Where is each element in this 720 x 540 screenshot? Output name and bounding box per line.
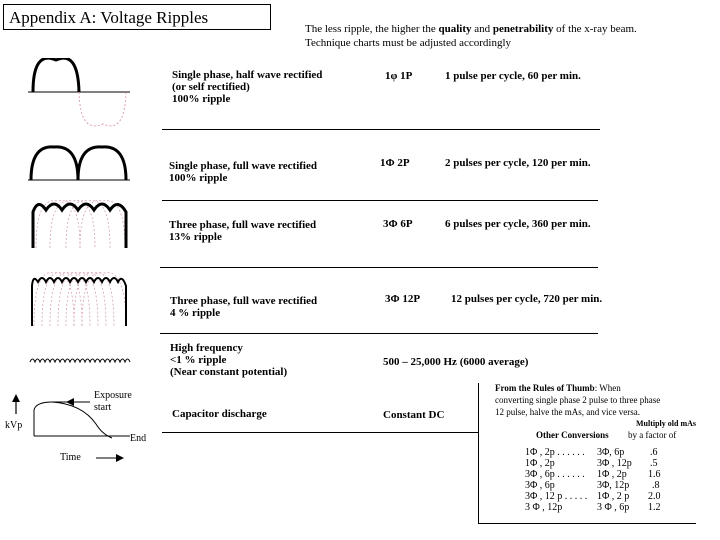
conversion-factor: .5 (650, 458, 658, 469)
three-phase-12p-diagram (28, 268, 133, 328)
row-5-desc (170, 342, 287, 378)
row-2-divider (162, 200, 598, 201)
row-6-desc-line-1: Capacitor discharge (172, 408, 267, 420)
conversion-from: 1Φ , 2p . . . . . . (525, 447, 585, 458)
row-3-desc (169, 219, 316, 243)
kvp-axis-label: kVp (5, 420, 23, 431)
conversion-factor: 1.2 (648, 502, 661, 513)
full-wave-diagram (28, 145, 133, 185)
rule-of-thumb (495, 382, 660, 418)
conversion-to: 1Φ , 2 p (597, 491, 630, 502)
high-frequency-diagram (28, 354, 133, 366)
intro-part-3: of the x-ray beam. (553, 23, 637, 35)
start-label: start (94, 402, 112, 413)
three-phase-6p-diagram (28, 196, 133, 251)
exposure-label: Exposure (94, 390, 132, 401)
conversion-to: 3 Φ , 6p (597, 502, 630, 513)
row-6-code: Constant DC (383, 409, 445, 421)
row-1-pulses: 1 pulse per cycle, 60 per min. (445, 70, 581, 82)
conversion-to: 1Φ , 2p (597, 469, 627, 480)
row-4-code: 3Φ 12P (385, 293, 421, 305)
rule-of-thumb-line-3: 12 pulse, halve the mAs, and vice versa. (495, 407, 640, 417)
end-label: End (130, 433, 147, 444)
row-1-desc-line-1: Single phase, half wave rectified (172, 69, 323, 81)
conversion-factor: .6 (650, 447, 658, 458)
row-6-desc (172, 408, 267, 420)
row-5-desc-line-2: <1 % ripple (170, 354, 227, 366)
other-conversions-heading: Other Conversions (536, 430, 609, 440)
rule-of-thumb-colon: : When (594, 383, 621, 393)
row-5-code: 500 – 25,000 Hz (6000 average) (383, 356, 529, 368)
conversion-box-left-border (478, 383, 479, 523)
conversion-from: 3Φ , 6p . . . . . . (525, 469, 585, 480)
intro-bold-penetrability: penetrability (492, 23, 554, 35)
row-1-code: 1φ 1P (385, 70, 413, 82)
row-2-desc (169, 160, 317, 184)
conversion-from: 1Φ , 2p (525, 458, 555, 469)
row-4-desc-line-2: 4 % ripple (170, 307, 221, 319)
row-2-desc-line-1: Single phase, full wave rectified (169, 160, 317, 172)
row-2-desc-line-2: 100% ripple (169, 172, 228, 184)
row-4-desc (170, 295, 317, 319)
exposure-start-label (94, 390, 132, 414)
multiply-label-1: Multiply old mAs (636, 419, 697, 428)
intro-part-1: The less ripple, the higher the (305, 23, 439, 35)
conversion-to: 3Φ, 12p (597, 480, 630, 491)
row-4-desc-line-1: Three phase, full wave rectified (170, 295, 318, 307)
rule-of-thumb-line-2: converting single phase 2 pulse to three phase (495, 395, 661, 405)
conversion-to: 3Φ, 6p (597, 447, 625, 458)
row-5-desc-line-3: (Near constant potential) (170, 366, 288, 378)
intro-text (305, 22, 705, 50)
conversion-from: 3Φ , 12 p . . . . . (525, 491, 588, 502)
time-axis-label: Time (60, 452, 81, 463)
intro-bold-quality: quality (438, 23, 472, 35)
conversion-factor: 2.0 (648, 491, 661, 502)
row-3-pulses: 6 pulses per cycle, 360 per min. (445, 218, 591, 230)
intro-line-2: Technique charts must be adjusted accordingly (305, 37, 512, 49)
row-4-divider (160, 333, 598, 334)
conversion-from: 3Φ , 6p (525, 480, 555, 491)
row-1-desc-line-2: (or self rectified) (172, 81, 250, 93)
row-5-desc-line-1: High frequency (170, 342, 243, 354)
row-3-desc-line-2: 13% ripple (169, 231, 222, 243)
intro-part-2: and (471, 23, 493, 35)
half-wave-diagram (28, 58, 133, 128)
row-2-code: 1Φ 2P (380, 157, 410, 169)
conversion-box-bottom-border (478, 523, 696, 524)
row-4-pulses: 12 pulses per cycle, 720 per min. (451, 293, 603, 305)
conversion-table (525, 448, 695, 514)
conversion-factor: .8 (652, 480, 660, 491)
row-1-desc (172, 69, 322, 105)
row-3-code: 3Φ 6P (383, 218, 413, 230)
row-3-desc-line-1: Three phase, full wave rectified (169, 219, 317, 231)
row-1-divider (162, 129, 600, 130)
page-title: Appendix A: Voltage Ripples (3, 4, 271, 30)
conversion-from: 3 Φ , 12p (525, 502, 563, 513)
multiply-label-2: by a factor of (628, 430, 677, 440)
row-2-pulses: 2 pulses per cycle, 120 per min. (445, 157, 591, 169)
row-1-desc-line-3: 100% ripple (172, 93, 231, 105)
row-3-divider (160, 267, 598, 268)
conversion-row (525, 503, 695, 514)
row-6-divider (162, 432, 478, 433)
rule-of-thumb-heading: From the Rules of Thumb (495, 383, 595, 393)
conversion-factor: 1.6 (648, 469, 661, 480)
conversion-to: 3Φ , 12p (597, 458, 632, 469)
